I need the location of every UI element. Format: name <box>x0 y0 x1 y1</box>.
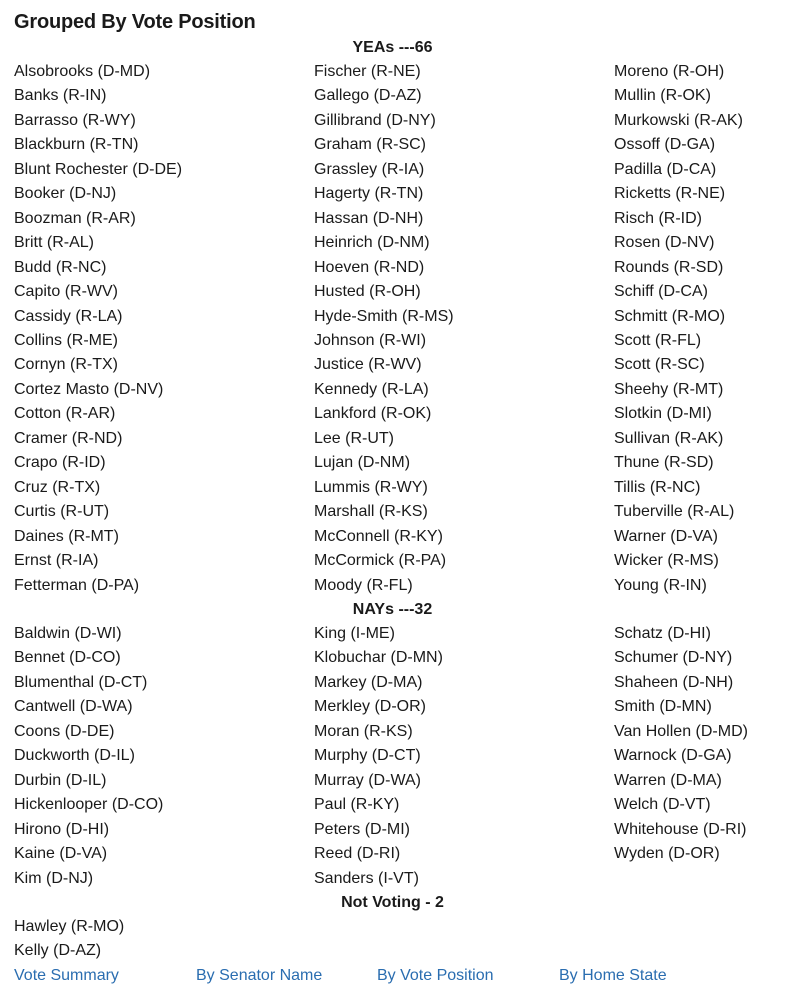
yeas-column-1 <box>14 60 314 598</box>
not-voting-column-3 <box>614 915 771 964</box>
senator-name: Ricketts (R-NE) <box>614 185 726 203</box>
senator-name: Thune (R-SD) <box>614 454 714 472</box>
senator-name: Husted (R-OH) <box>314 283 421 301</box>
senator-name: Gillibrand (D-NY) <box>314 111 436 129</box>
yeas-column-2 <box>314 60 614 598</box>
not-voting-heading: Not Voting - 2 <box>341 893 444 911</box>
senator-name: Rosen (D-NV) <box>614 234 715 252</box>
senator-name: McCormick (R-PA) <box>314 552 447 570</box>
by-senator-name-link[interactable]: By Senator Name <box>196 966 323 984</box>
senator-name: Cantwell (D-WA) <box>14 698 133 716</box>
page-title: Grouped By Vote Position <box>14 11 256 33</box>
senator-name: Durbin (D-IL) <box>14 771 107 789</box>
senator-name: Risch (R-ID) <box>614 209 702 227</box>
senator-name: Schmitt (R-MO) <box>614 307 726 325</box>
senator-name: Lee (R-UT) <box>314 429 395 447</box>
senator-name: Warren (D-MA) <box>614 771 722 789</box>
senator-name: Hagerty (R-TN) <box>314 185 424 203</box>
senator-name: Cortez Masto (D-NV) <box>14 380 164 398</box>
senator-name: Young (R-IN) <box>614 576 707 594</box>
senator-name: Tuberville (R-AL) <box>614 503 735 521</box>
senator-name: Murray (D-WA) <box>314 771 421 789</box>
senator-name: Justice (R-WV) <box>314 356 422 374</box>
senator-name: Hawley (R-MO) <box>14 917 125 935</box>
senator-name: Moreno (R-OH) <box>614 63 725 80</box>
senator-name: Hoeven (R-ND) <box>314 258 425 276</box>
yeas-columns <box>14 60 771 598</box>
senator-name: Whitehouse (D-RI) <box>614 820 747 838</box>
senator-name: Moran (R-KS) <box>314 722 413 740</box>
senator-name: Ernst (R-IA) <box>14 552 99 570</box>
senator-name: Graham (R-SC) <box>314 136 427 154</box>
senator-name: Fischer (R-NE) <box>314 63 421 80</box>
senator-name: Hirono (D-HI) <box>14 820 110 838</box>
senator-name: Gallego (D-AZ) <box>314 87 422 105</box>
senator-name: Marshall (R-KS) <box>314 503 428 521</box>
senator-name: Hickenlooper (D-CO) <box>14 796 164 814</box>
senator-name: Alsobrooks (D-MD) <box>14 63 151 80</box>
senator-name: Markey (D-MA) <box>314 673 423 691</box>
senator-name: Cassidy (R-LA) <box>14 307 123 325</box>
senator-name: Scott (R-SC) <box>614 356 705 374</box>
senator-name: Sheehy (R-MT) <box>614 380 724 398</box>
senator-name: Van Hollen (D-MD) <box>614 722 748 740</box>
senator-name: Cruz (R-TX) <box>14 478 101 496</box>
senator-name: Wyden (D-OR) <box>614 845 720 863</box>
senator-name: Kennedy (R-LA) <box>314 380 429 398</box>
senator-name: Schatz (D-HI) <box>614 624 711 642</box>
footer-nav <box>14 964 771 988</box>
senator-name: Cramer (R-ND) <box>14 429 123 447</box>
nays-columns <box>14 622 771 891</box>
senator-name: Capito (R-WV) <box>14 283 119 301</box>
senator-name: Murkowski (R-AK) <box>614 111 743 129</box>
senator-name: Cornyn (R-TX) <box>14 356 119 374</box>
senator-name: Bennet (D-CO) <box>14 649 121 667</box>
senator-name: Curtis (R-UT) <box>14 503 110 521</box>
senator-name: Cotton (R-AR) <box>14 405 116 423</box>
senator-name: Schumer (D-NY) <box>614 649 733 667</box>
senator-name: Hyde-Smith (R-MS) <box>314 307 454 325</box>
senator-name: Scott (R-FL) <box>614 331 702 349</box>
senator-name: Schiff (D-CA) <box>614 283 708 301</box>
yeas-heading: YEAs ---66 <box>352 39 433 56</box>
nays-heading: NAYs ---32 <box>352 600 433 618</box>
senator-name: Sullivan (R-AK) <box>614 429 724 447</box>
senator-name: Fetterman (D-PA) <box>14 576 140 594</box>
senator-name: Welch (D-VT) <box>614 796 711 814</box>
senator-name: Klobuchar (D-MN) <box>314 649 443 667</box>
vote-groups <box>14 36 771 964</box>
not-voting-columns <box>14 915 771 964</box>
senator-name: Reed (D-RI) <box>314 845 401 863</box>
senator-name: Blunt Rochester (D-DE) <box>14 160 183 178</box>
senator-name: Smith (D-MN) <box>614 698 712 716</box>
by-home-state-link[interactable]: By Home State <box>559 966 667 984</box>
senator-name: Britt (R-AL) <box>14 234 94 252</box>
senator-name: Mullin (R-OK) <box>614 87 711 105</box>
not-voting-column-1 <box>14 915 314 964</box>
senator-name: Grassley (R-IA) <box>314 160 425 178</box>
senator-name: Lankford (R-OK) <box>314 405 432 423</box>
senator-name: Blackburn (R-TN) <box>14 136 139 154</box>
senator-name: Sanders (I-VT) <box>314 869 419 887</box>
senator-name: Banks (R-IN) <box>14 87 107 105</box>
senator-name: King (I-ME) <box>314 624 395 642</box>
senator-name: Baldwin (D-WI) <box>14 624 122 642</box>
not-voting-column-2 <box>314 915 614 964</box>
senator-name: Boozman (R-AR) <box>14 209 136 227</box>
senator-name: Lujan (D-NM) <box>314 454 411 472</box>
senator-name: Duckworth (D-IL) <box>14 747 135 765</box>
senator-name: Daines (R-MT) <box>14 527 119 545</box>
nays-column-1 <box>14 622 314 891</box>
senator-name: Johnson (R-WI) <box>314 331 427 349</box>
senator-name: Wicker (R-MS) <box>614 552 719 570</box>
senator-name: McConnell (R-KY) <box>314 527 443 545</box>
senator-name: Booker (D-NJ) <box>14 185 117 203</box>
senator-name: Murphy (D-CT) <box>314 747 421 765</box>
senator-name: Blumenthal (D-CT) <box>14 673 148 691</box>
senator-name: Slotkin (D-MI) <box>614 405 712 423</box>
senator-name: Rounds (R-SD) <box>614 258 724 276</box>
senator-name: Budd (R-NC) <box>14 258 107 276</box>
senator-name: Kaine (D-VA) <box>14 845 108 863</box>
nays-column-2 <box>314 622 614 891</box>
yeas-column-3 <box>614 60 771 598</box>
senator-name: Merkley (D-OR) <box>314 698 426 716</box>
senator-name: Lummis (R-WY) <box>314 478 428 496</box>
senator-name: Collins (R-ME) <box>14 331 118 349</box>
senator-name: Heinrich (D-NM) <box>314 234 430 252</box>
senator-name: Kelly (D-AZ) <box>14 942 102 960</box>
senator-name: Warner (D-VA) <box>614 527 718 545</box>
senator-name: Tillis (R-NC) <box>614 478 701 496</box>
senator-name: Hassan (D-NH) <box>314 209 424 227</box>
senator-name: Coons (D-DE) <box>14 722 115 740</box>
senator-name: Paul (R-KY) <box>314 796 400 814</box>
nays-column-3 <box>614 622 771 891</box>
senator-name: Ossoff (D-GA) <box>614 136 716 154</box>
by-vote-position-link[interactable]: By Vote Position <box>377 966 494 984</box>
senator-name: Barrasso (R-WY) <box>14 111 136 129</box>
senator-name: Crapo (R-ID) <box>14 454 106 472</box>
senator-name: Kim (D-NJ) <box>14 869 94 887</box>
senator-name: Peters (D-MI) <box>314 820 410 838</box>
senator-name: Warnock (D-GA) <box>614 747 732 765</box>
senator-name: Padilla (D-CA) <box>614 160 717 178</box>
senator-name: Moody (R-FL) <box>314 576 413 594</box>
vote-summary-link[interactable]: Vote Summary <box>14 966 119 984</box>
senator-name: Shaheen (D-NH) <box>614 673 734 691</box>
